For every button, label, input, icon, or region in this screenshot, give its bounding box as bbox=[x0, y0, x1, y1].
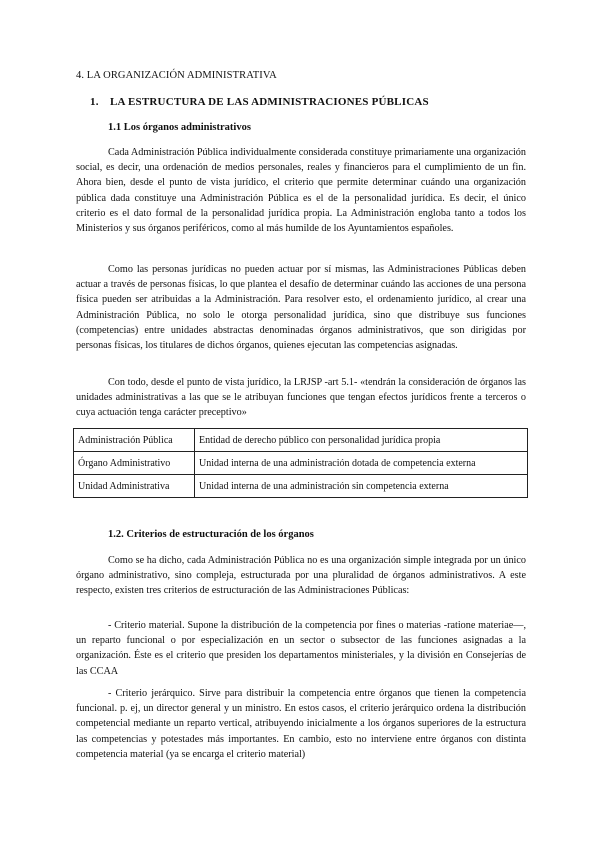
section-number: 1. bbox=[90, 96, 99, 108]
section-heading bbox=[90, 96, 429, 108]
table-row bbox=[74, 475, 528, 498]
chapter-title: 4. LA ORGANIZACIÓN ADMINISTRATIVA bbox=[76, 70, 277, 81]
paragraph-lrjsp: Con todo, desde el punto de vista jurídico, la LRJSP -art 5.1- «tendrán la consideración de órganos las unidades administrativas a las que se le atribuyan funciones que tengan efectos jurídicos frente a terceros o cuya actuación tenga carácter preceptivo» bbox=[76, 377, 526, 419]
paragraph-personas-juridicas: Como las personas jurídicas no pueden actuar por sí mismas, las Administraciones Públicas deben actuar a través de personas físicas, lo que plantea el desafío de determinar cuándo las acciones de una persona física pueden ser atribuidas a la Administración. Para resolver esto, el ordenamiento jurídico, al crear una Administración Pública, no solo le otorga personalidad jurídica, sino que distribuye sus funciones (competencias) entre unidades abstractas denominadas órganos administrativos, que son dirigidas por personas físicas, los titulares de dichos órganos, quienes ejecutan las competencias asignadas. bbox=[76, 264, 526, 352]
paragraph-criterio-jerarquico: - Criterio jerárquico. Sirve para distribuir la competencia entre órganos que tienen la competencia funcional. p. ej, un director general y un ministro. En estos casos, el criterio jerárquico ordena la distribución competencial mediante un reparto vertical, atribuyendo inicialmente a los órganos superiores de la estructura las competencias y potestades más importantes. En cambio, esto no interviene entre órganos con distinta competencia material (ya se encarga el criterio material) bbox=[76, 688, 526, 760]
paragraph-criterios-intro: Como se ha dicho, cada Administración Pública no es una organización simple integrada por un único órgano administrativo, sino compleja, estructurada por una pluralidad de órganos administrativos. A este respecto, existen tres criterios de estructuración de las Administraciones Públicas: bbox=[76, 555, 526, 597]
paragraph-criterio-material: - Criterio material. Supone la distribución de la competencia por fines o materias -ratione materiae—, un reparto funcional o por especialización en un sector o subsector de las funciones asignadas a la organización. Éste es el criterio que presiden los departamentos ministeriales, y la división en Consejerías de las CCAA bbox=[76, 620, 526, 677]
table-cell-term: Administración Pública bbox=[74, 429, 195, 452]
table-cell-definition: Unidad interna de una administración sin competencia externa bbox=[195, 475, 528, 498]
table-cell-term: Órgano Administrativo bbox=[74, 452, 195, 475]
subsection-2-title: 1.2. Criterios de estructuración de los órganos bbox=[108, 529, 314, 540]
table-cell-term: Unidad Administrativa bbox=[74, 475, 195, 498]
table-cell-definition: Entidad de derecho público con personalidad jurídica propia bbox=[195, 429, 528, 452]
section-title: LA ESTRUCTURA DE LAS ADMINISTRACIONES PÚBLICAS bbox=[110, 96, 429, 108]
subsection-1-title: 1.1 Los órganos administrativos bbox=[108, 122, 251, 133]
paragraph-organizacion: Cada Administración Pública individualmente considerada constituye primariamente una organización social, es decir, una ordenación de medios personales, reales y financieros para el cumplimiento de un fin. Ahora bien, desde el punto de vista jurídico, el criterio que permite determinar cuándo una organización pública dada constituye una Administración Pública es el de la personalidad jurídica. Es decir, el único criterio es el dato formal de la personalidad jurídica propia. La Administración engloba tanto a todos los Ministerios y sus órganos periféricos, como al más humilde de los Ayuntamientos españoles. bbox=[76, 147, 526, 235]
table-cell-definition: Unidad interna de una administración dotada de competencia externa bbox=[195, 452, 528, 475]
table-row bbox=[74, 452, 528, 475]
table-row bbox=[74, 429, 528, 452]
definitions-table bbox=[73, 428, 528, 498]
